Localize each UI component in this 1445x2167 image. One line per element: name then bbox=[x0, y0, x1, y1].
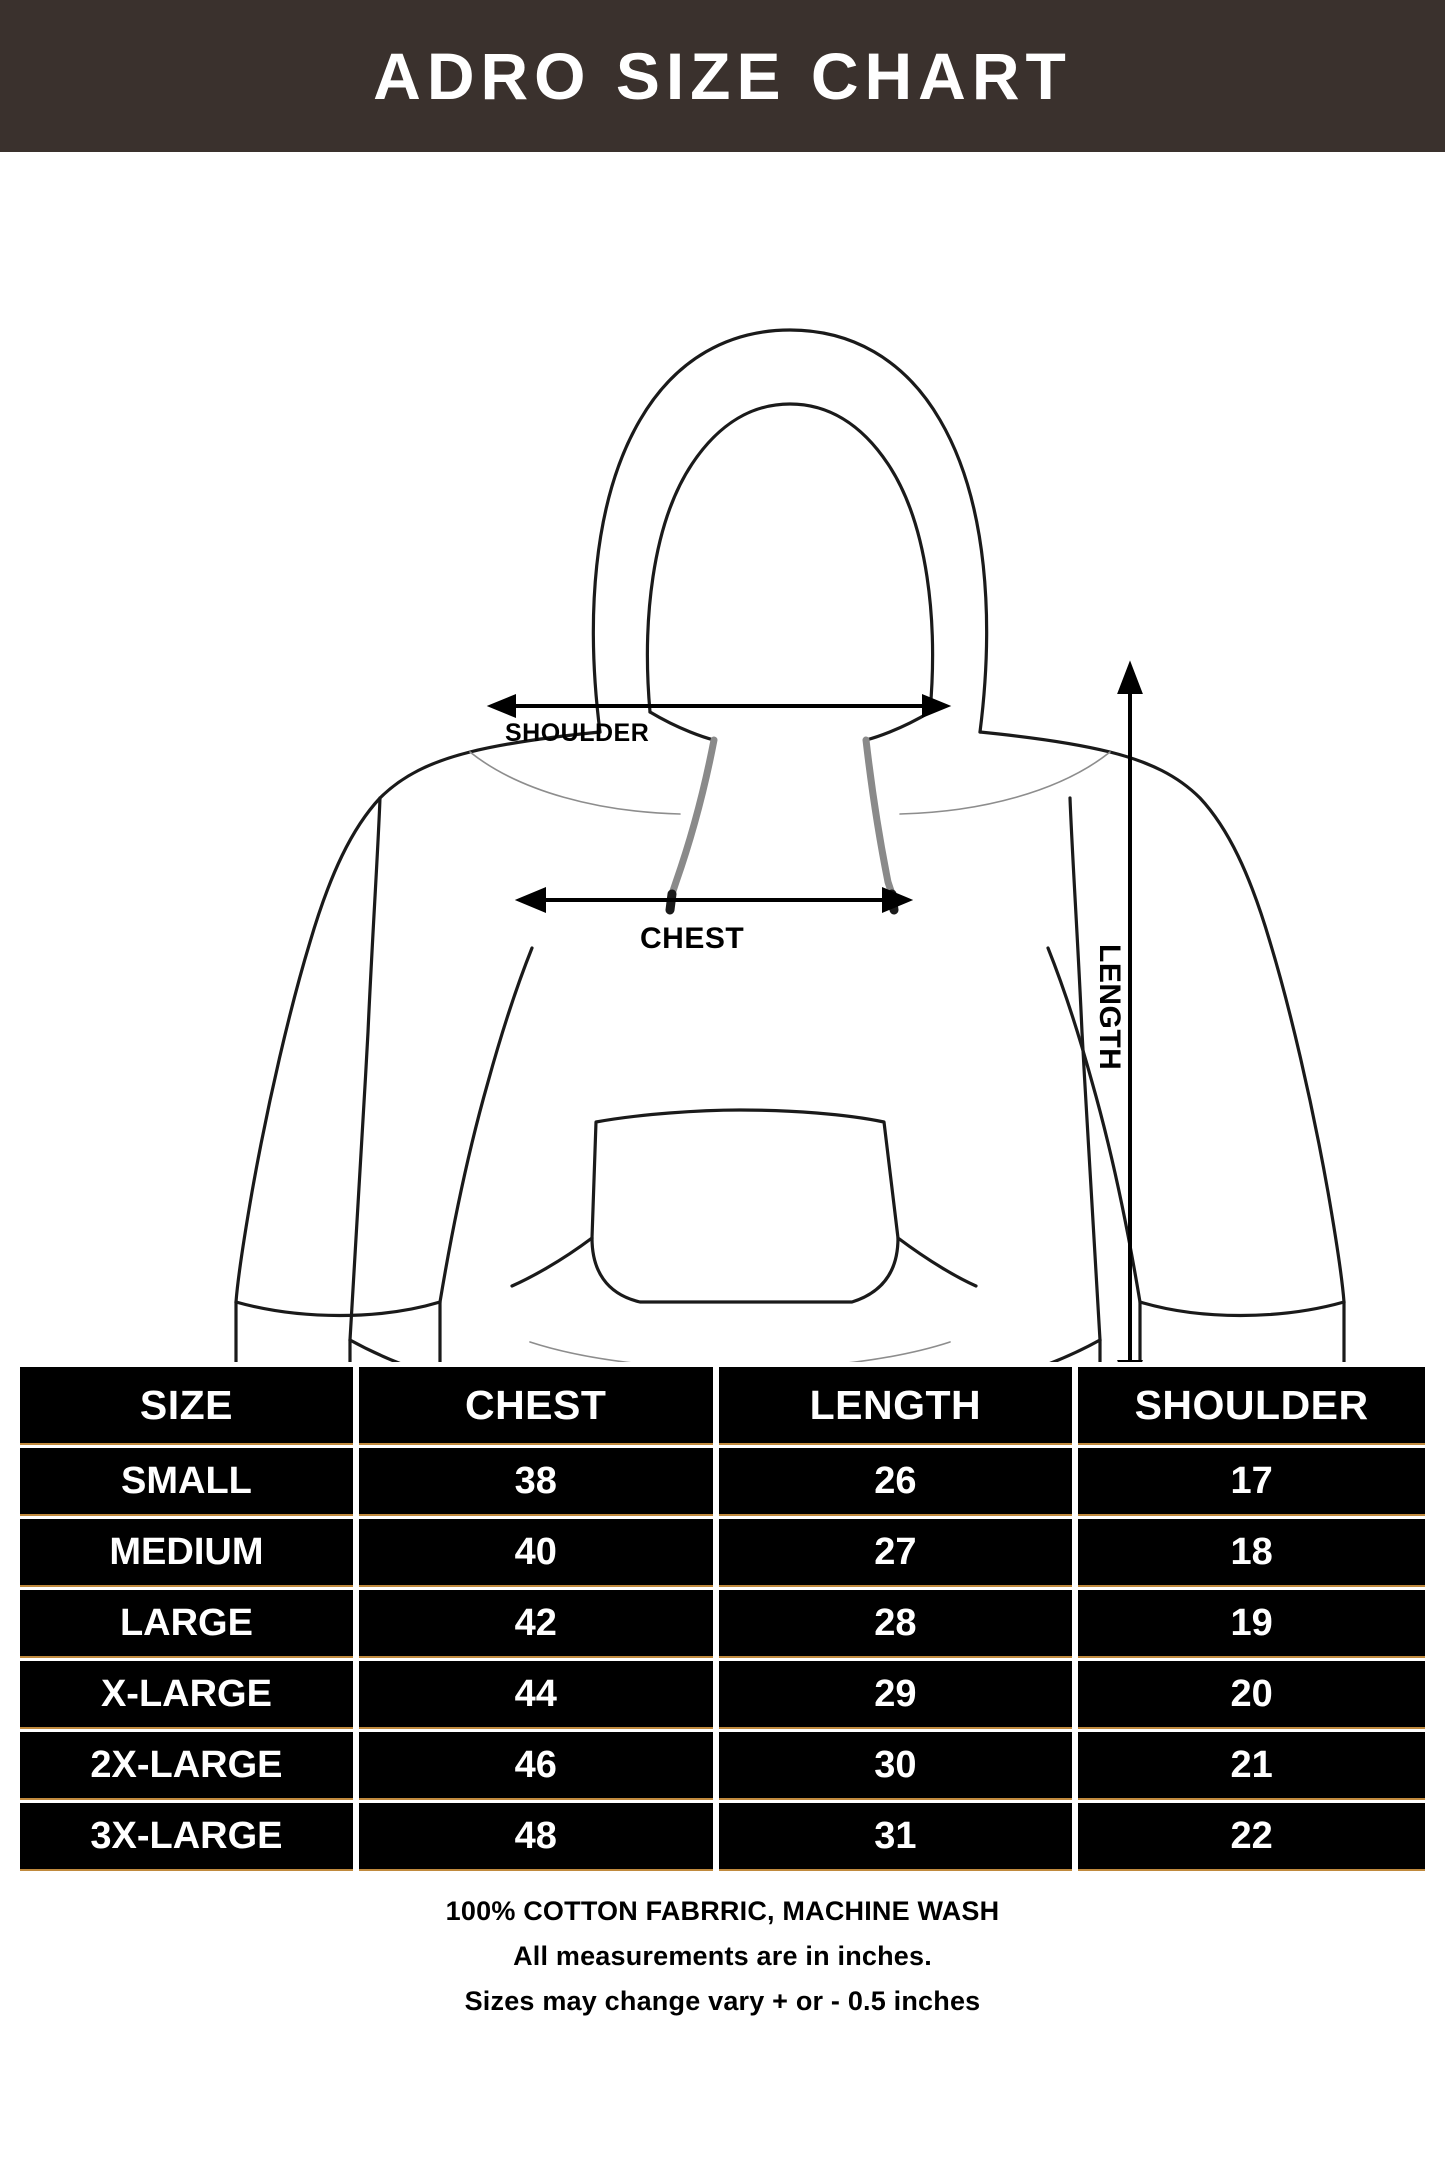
note-units: All measurements are in inches. bbox=[513, 1941, 932, 1972]
column-header-size: SIZE bbox=[20, 1367, 353, 1443]
measurement-label-shoulder: SHOULDER bbox=[505, 719, 650, 747]
size-table-wrapper bbox=[0, 1362, 1445, 1874]
cell-shoulder: 22 bbox=[1078, 1803, 1425, 1869]
cell-chest: 38 bbox=[359, 1448, 713, 1514]
table-row bbox=[20, 1803, 1425, 1869]
note-tolerance: Sizes may change vary + or - 0.5 inches bbox=[464, 1986, 981, 2017]
table-row bbox=[20, 1448, 1425, 1514]
table-row bbox=[20, 1732, 1425, 1798]
cell-length: 27 bbox=[719, 1519, 1073, 1585]
cell-size: 2X-LARGE bbox=[20, 1732, 353, 1798]
cell-size: LARGE bbox=[20, 1590, 353, 1656]
cell-size: SMALL bbox=[20, 1448, 353, 1514]
table-header-row bbox=[20, 1367, 1425, 1443]
header-banner bbox=[0, 0, 1445, 152]
cell-length: 31 bbox=[719, 1803, 1073, 1869]
column-header-chest: CHEST bbox=[359, 1367, 713, 1443]
cell-length: 29 bbox=[719, 1661, 1073, 1727]
note-fabric: 100% COTTON FABRRIC, MACHINE WASH bbox=[445, 1896, 1000, 1926]
cell-chest: 40 bbox=[359, 1519, 713, 1585]
cell-shoulder: 20 bbox=[1078, 1661, 1425, 1727]
cell-shoulder: 21 bbox=[1078, 1732, 1425, 1798]
cell-shoulder: 17 bbox=[1078, 1448, 1425, 1514]
measurement-label-length: LENGTH bbox=[1093, 944, 1126, 1071]
cell-size: MEDIUM bbox=[20, 1519, 353, 1585]
cell-chest: 44 bbox=[359, 1661, 713, 1727]
cell-length: 30 bbox=[719, 1732, 1073, 1798]
table-row bbox=[20, 1519, 1425, 1585]
column-header-length: LENGTH bbox=[719, 1367, 1073, 1443]
cell-size: X-LARGE bbox=[20, 1661, 353, 1727]
measurement-label-chest: CHEST bbox=[640, 922, 745, 955]
size-table bbox=[14, 1362, 1431, 1874]
table-row bbox=[20, 1590, 1425, 1656]
cell-size: 3X-LARGE bbox=[20, 1803, 353, 1869]
hoodie-diagram-svg bbox=[0, 152, 1445, 1362]
column-header-shoulder: SHOULDER bbox=[1078, 1367, 1425, 1443]
cell-chest: 42 bbox=[359, 1590, 713, 1656]
cell-chest: 48 bbox=[359, 1803, 713, 1869]
cell-shoulder: 19 bbox=[1078, 1590, 1425, 1656]
cell-length: 26 bbox=[719, 1448, 1073, 1514]
cell-chest: 46 bbox=[359, 1732, 713, 1798]
cell-shoulder: 18 bbox=[1078, 1519, 1425, 1585]
hoodie-illustration bbox=[0, 152, 1445, 1362]
footer-notes bbox=[0, 1892, 1445, 2027]
page-title: ADRO SIZE CHART bbox=[373, 39, 1072, 113]
cell-length: 28 bbox=[719, 1590, 1073, 1656]
table-row bbox=[20, 1661, 1425, 1727]
